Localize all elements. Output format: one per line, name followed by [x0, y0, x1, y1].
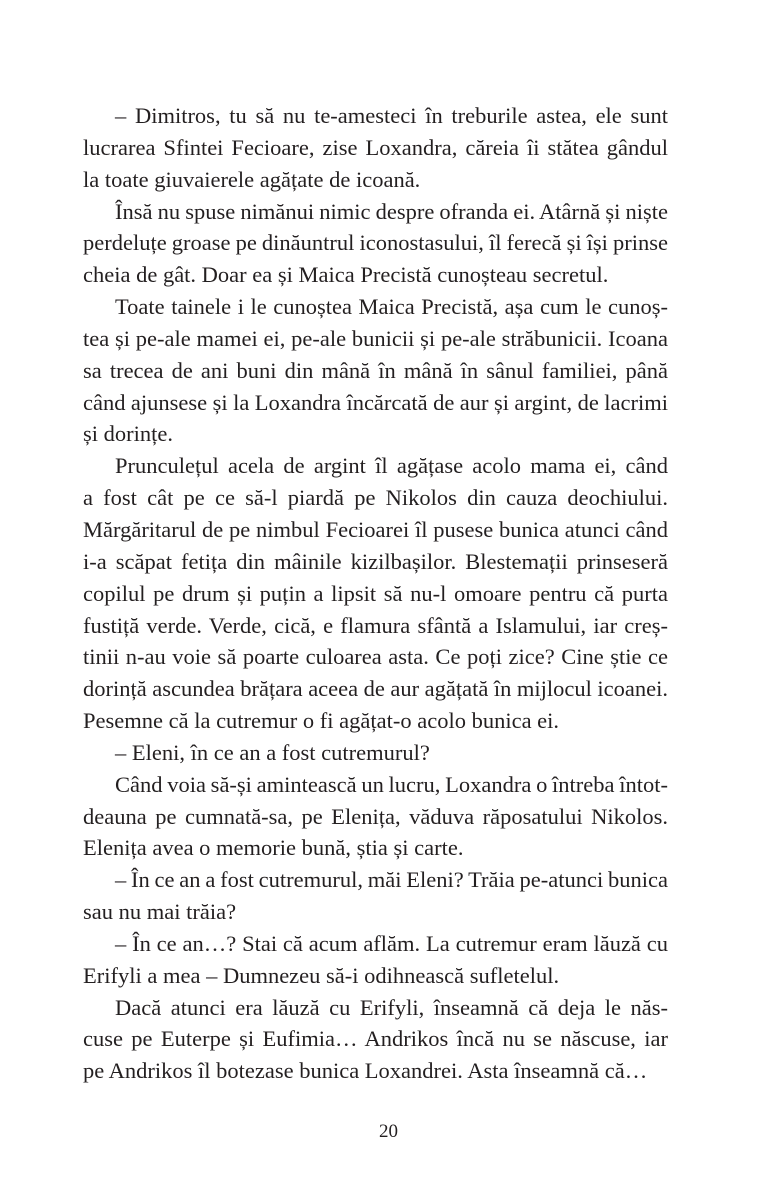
- paragraph: [83, 100, 668, 196]
- text-line: – Eleni, în ce an a fost cutremurul?: [115, 739, 430, 765]
- text-line: dorință ascundea brățara aceea de aur agățată în mijlocul icoanei.: [83, 676, 668, 702]
- text-line: și dorințe.: [83, 421, 173, 447]
- text-line: Prunculețul acela de argint îl agățase acolo mama ei, când: [115, 453, 668, 479]
- text-line: cuse pe Euterpe și Eufimia… Andrikos încă nu se născuse, iar: [83, 1026, 668, 1052]
- page-number: 20: [379, 1121, 398, 1142]
- paragraph: [83, 992, 668, 1088]
- paragraph: [83, 737, 668, 769]
- text-line: fustiță verde. Verde, cică, e flamura sfântă a Islamului, iar creș-: [83, 612, 668, 638]
- text-line: tea și pe-ale mamei ei, pe-ale bunicii și pe-ale străbunicii. Icoana: [83, 325, 668, 351]
- paragraph: [83, 769, 668, 865]
- text-line: a fost cât pe ce să-l piardă pe Nikolos din cauza deochiului.: [83, 485, 668, 511]
- paragraph: [83, 928, 668, 992]
- text-line: – În ce an…? Stai că acum aflăm. La cutremur eram lăuză cu: [115, 930, 668, 956]
- text-line: tinii n-au voie să poarte culoarea asta. Ce poți zice? Cine știe ce: [83, 644, 668, 670]
- paragraph: [83, 450, 668, 737]
- text-line: pe Andrikos îl botezase bunica Loxandrei. Asta înseamnă că…: [83, 1058, 648, 1084]
- text-line: perdeluțe groase pe dinăuntrul iconostasului, îl ferecă și își prinse: [83, 230, 668, 256]
- paragraph: [83, 291, 668, 450]
- text-line: Pesemne că la cutremur o fi agățat-o acolo bunica ei.: [83, 708, 560, 734]
- body-text: [83, 100, 668, 1087]
- text-line: sa trecea de ani buni din mână în mână în sânul familiei, până: [83, 357, 668, 383]
- text-line: Toate tainele i le cunoștea Maica Precistă, așa cum le cunoș-: [115, 294, 668, 320]
- text-line: Când voia să-și amintească un lucru, Loxandra o întreba întot-: [115, 771, 668, 797]
- text-line: deauna pe cumnată-sa, pe Elenița, văduva răposatului Nikolos.: [83, 803, 668, 829]
- text-line: Însă nu spuse nimănui nimic despre ofranda ei. Atârnă și niște: [115, 198, 668, 224]
- text-line: Dacă atunci era lăuză cu Erifyli, înseamnă că deja le năs-: [115, 994, 668, 1020]
- text-line: Elenița avea o memorie bună, știa și carte.: [83, 835, 464, 861]
- text-line: copilul pe drum și puțin a lipsit să nu-l omoare pentru că purta: [83, 580, 668, 606]
- text-line: cheia de gât. Doar ea și Maica Precistă cunoșteau secretul.: [83, 262, 609, 288]
- text-line: Erifyli a mea – Dumnezeu să-i odihnească sufletelul.: [83, 962, 560, 988]
- text-line: lucrarea Sfintei Fecioare, zise Loxandra, căreia îi stătea gândul: [83, 134, 668, 160]
- paragraph: [83, 864, 668, 928]
- text-line: i-a scăpat fetița din mâinile kizilbașilor. Blestemații prinseseră: [83, 548, 668, 574]
- text-line: când ajunsese și la Loxandra încărcată de aur și argint, de lacrimi: [83, 389, 668, 415]
- text-line: – În ce an a fost cutremurul, măi Eleni? Trăia pe-atunci bunica: [115, 867, 668, 893]
- text-line: la toate giuvaierele agățate de icoană.: [83, 166, 421, 192]
- text-line: Mărgăritarul de pe nimbul Fecioarei îl pusese bunica atunci când: [83, 516, 668, 542]
- paragraph: [83, 196, 668, 292]
- text-line: sau nu mai trăia?: [83, 899, 237, 925]
- text-line: – Dimitros, tu să nu te-amesteci în treburile astea, ele sunt: [115, 103, 668, 128]
